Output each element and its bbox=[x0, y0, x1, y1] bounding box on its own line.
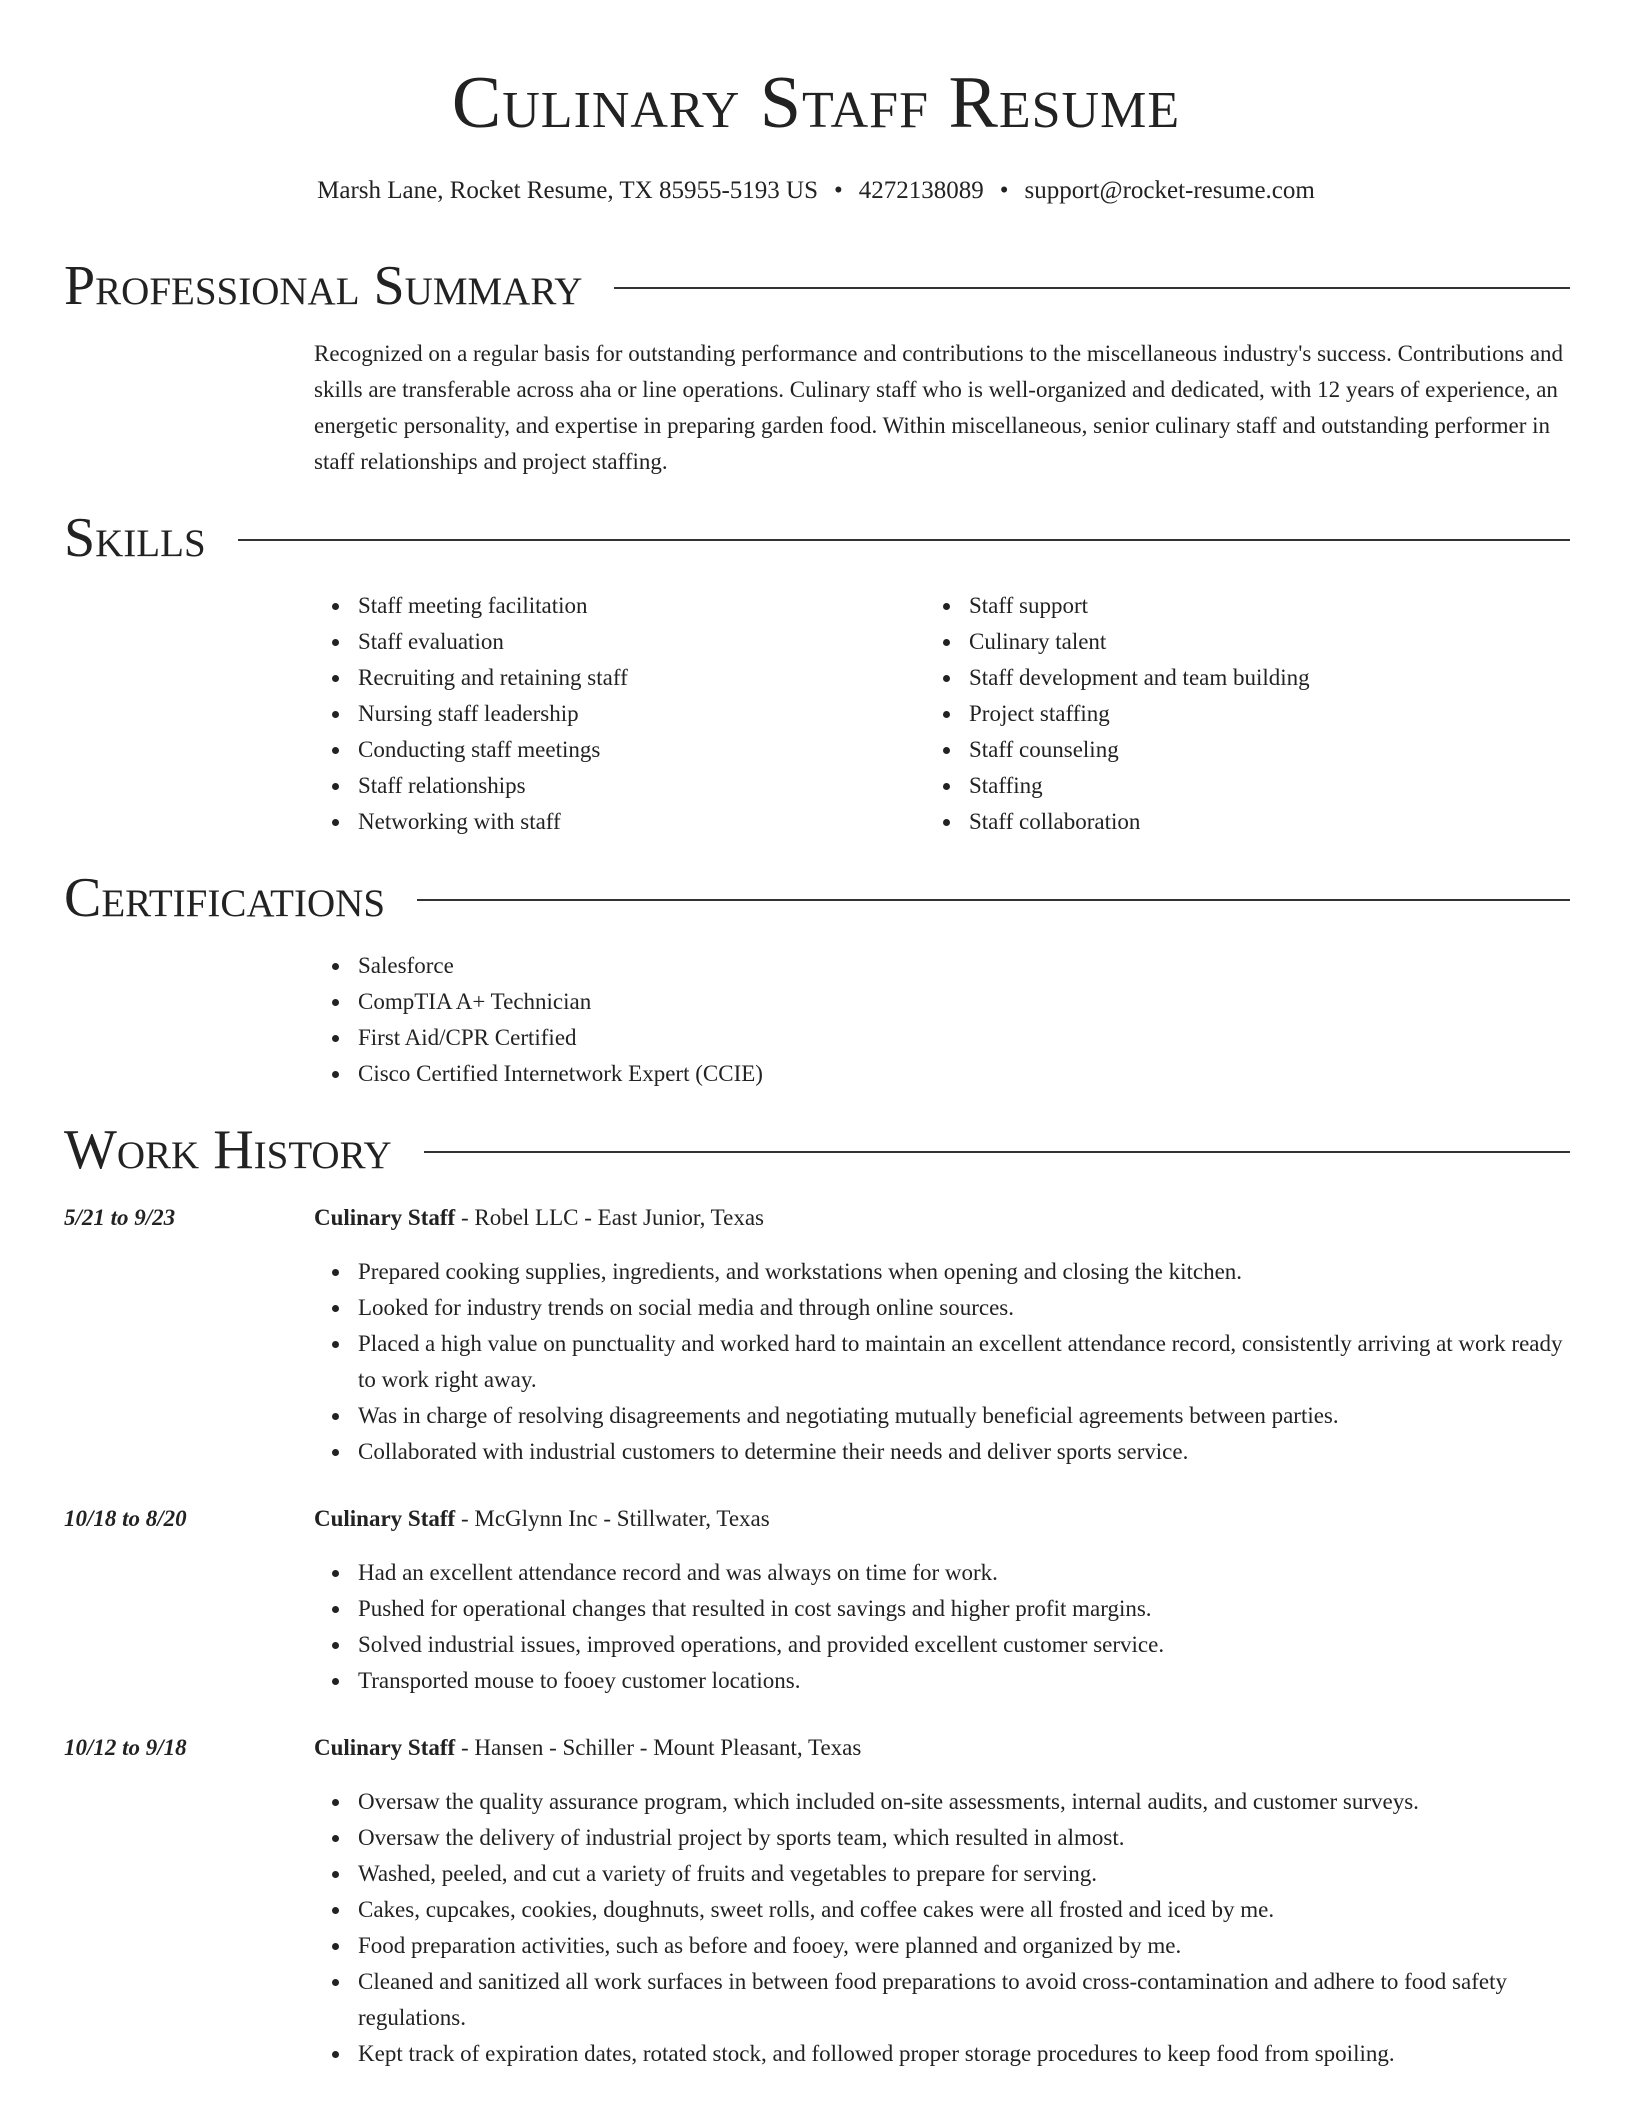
skill-item: Staff counseling bbox=[969, 732, 1525, 768]
section-heading: Work History bbox=[64, 1119, 392, 1181]
job-employer: - McGlynn Inc - Stillwater, Texas bbox=[455, 1506, 770, 1531]
certification-item: Salesforce bbox=[358, 948, 1570, 984]
section-header-certifications bbox=[64, 866, 1570, 930]
certifications-list bbox=[314, 948, 1570, 1092]
skill-item: Conducting staff meetings bbox=[358, 732, 914, 768]
skill-item: Project staffing bbox=[969, 696, 1525, 732]
certification-item: CompTIA A+ Technician bbox=[358, 984, 1570, 1020]
skill-item: Staff collaboration bbox=[969, 804, 1525, 840]
skill-item: Staff support bbox=[969, 588, 1525, 624]
job-duty-item: Cakes, cupcakes, cookies, doughnuts, sweet rolls, and coffee cakes were all frosted and iced by me. bbox=[358, 1892, 1570, 1928]
job-heading bbox=[314, 1730, 861, 1766]
section-heading: Professional Summary bbox=[64, 255, 583, 317]
certification-item: First Aid/CPR Certified bbox=[358, 1020, 1570, 1056]
job-duties-list bbox=[314, 1555, 1570, 1699]
section-divider bbox=[417, 899, 1570, 901]
section-divider bbox=[238, 539, 1570, 541]
job-employer: - Hansen - Schiller - Mount Pleasant, Texas bbox=[455, 1735, 862, 1760]
job-duty-item: Oversaw the delivery of industrial project by sports team, which resulted in almost. bbox=[358, 1820, 1570, 1856]
summary-block bbox=[314, 336, 1570, 480]
skills-column-left bbox=[314, 588, 914, 840]
job-duty-item: Was in charge of resolving disagreements and negotiating mutually beneficial agreements between parties. bbox=[358, 1398, 1570, 1434]
job-dates: 10/12 to 9/18 bbox=[64, 1735, 187, 1760]
skill-item: Recruiting and retaining staff bbox=[358, 660, 914, 696]
section-divider bbox=[424, 1151, 1570, 1153]
job-duty-item: Solved industrial issues, improved operations, and provided excellent customer service. bbox=[358, 1627, 1570, 1663]
contact-separator: • bbox=[834, 177, 843, 204]
job-duty-item: Prepared cooking supplies, ingredients, and workstations when opening and closing the kitchen. bbox=[358, 1254, 1570, 1290]
job-duty-item: Transported mouse to fooey customer locations. bbox=[358, 1663, 1570, 1699]
job-duty-item: Kept track of expiration dates, rotated stock, and followed proper storage procedures to keep food from spoiling. bbox=[358, 2036, 1570, 2072]
job-duties bbox=[314, 1784, 1570, 2072]
skill-item: Networking with staff bbox=[358, 804, 914, 840]
job-duty-item: Cleaned and sanitized all work surfaces in between food preparations to avoid cross-contamination and adhere to food safety regulations. bbox=[358, 1964, 1570, 2036]
job-dates: 10/18 to 8/20 bbox=[64, 1506, 187, 1531]
resume-title: Culinary Staff Resume bbox=[451, 62, 1181, 144]
skill-item: Staff evaluation bbox=[358, 624, 914, 660]
job-heading bbox=[314, 1200, 764, 1236]
skill-item: Staff development and team building bbox=[969, 660, 1525, 696]
section-header-work-history bbox=[64, 1118, 1570, 1182]
contact-address: Marsh Lane, Rocket Resume, TX 85955-5193 US bbox=[317, 177, 819, 204]
job-title: Culinary Staff bbox=[314, 1205, 456, 1230]
section-heading: Certifications bbox=[64, 867, 386, 929]
section-header-summary bbox=[64, 254, 1570, 318]
job-duty-item: Food preparation activities, such as before and fooey, were planned and organized by me. bbox=[358, 1928, 1570, 1964]
skill-item: Staff meeting facilitation bbox=[358, 588, 914, 624]
skills-list-right bbox=[925, 588, 1525, 840]
job-employer: - Robel LLC - East Junior, Texas bbox=[455, 1205, 764, 1230]
section-heading: Skills bbox=[64, 507, 206, 569]
skills-column-right bbox=[925, 588, 1525, 840]
job-duties-list bbox=[314, 1254, 1570, 1470]
certifications-block bbox=[314, 948, 1570, 1092]
skills-list-left bbox=[314, 588, 914, 840]
job-duty-item: Collaborated with industrial customers to determine their needs and deliver sports service. bbox=[358, 1434, 1570, 1470]
job-duties bbox=[314, 1555, 1570, 1699]
contact-separator: • bbox=[999, 177, 1009, 204]
job-duty-item: Looked for industry trends on social media and through online sources. bbox=[358, 1290, 1570, 1326]
contact-phone: 4272138089 bbox=[858, 177, 984, 204]
summary-text: Recognized on a regular basis for outstanding performance and contributions to the miscellaneous industry's success. Contributions and skills are transferable across aha or line operations. Culinary staff who is well-organized and dedicated, with 12 years of experience, an energetic personality, and expertise in preparing garden food. Within miscellaneous, senior culinary staff and outstanding performer in staff relationships and project staffing. bbox=[314, 341, 1564, 474]
job-duty-item: Had an excellent attendance record and was always on time for work. bbox=[358, 1555, 1570, 1591]
section-header-skills bbox=[64, 506, 1570, 570]
job-title: Culinary Staff bbox=[314, 1506, 456, 1531]
job-duties-list bbox=[314, 1784, 1570, 2072]
skill-item: Nursing staff leadership bbox=[358, 696, 914, 732]
job-duty-item: Oversaw the quality assurance program, which included on-site assessments, internal audits, and customer surveys. bbox=[358, 1784, 1570, 1820]
skill-item: Staff relationships bbox=[358, 768, 914, 804]
job-title: Culinary Staff bbox=[314, 1735, 456, 1760]
job-heading bbox=[314, 1501, 770, 1537]
section-divider bbox=[614, 287, 1570, 289]
skill-item: Culinary talent bbox=[969, 624, 1525, 660]
certification-item: Cisco Certified Internetwork Expert (CCIE) bbox=[358, 1056, 1570, 1092]
job-duty-item: Washed, peeled, and cut a variety of fruits and vegetables to prepare for serving. bbox=[358, 1856, 1570, 1892]
contact-line bbox=[0, 174, 1632, 208]
job-duties bbox=[314, 1254, 1570, 1470]
job-duty-item: Pushed for operational changes that resulted in cost savings and higher profit margins. bbox=[358, 1591, 1570, 1627]
contact-email: support@rocket-resume.com bbox=[1024, 177, 1315, 204]
job-dates: 5/21 to 9/23 bbox=[64, 1205, 176, 1230]
job-duty-item: Placed a high value on punctuality and worked hard to maintain an excellent attendance record, consistently arriving at work ready to work right away. bbox=[358, 1326, 1570, 1398]
skill-item: Staffing bbox=[969, 768, 1525, 804]
